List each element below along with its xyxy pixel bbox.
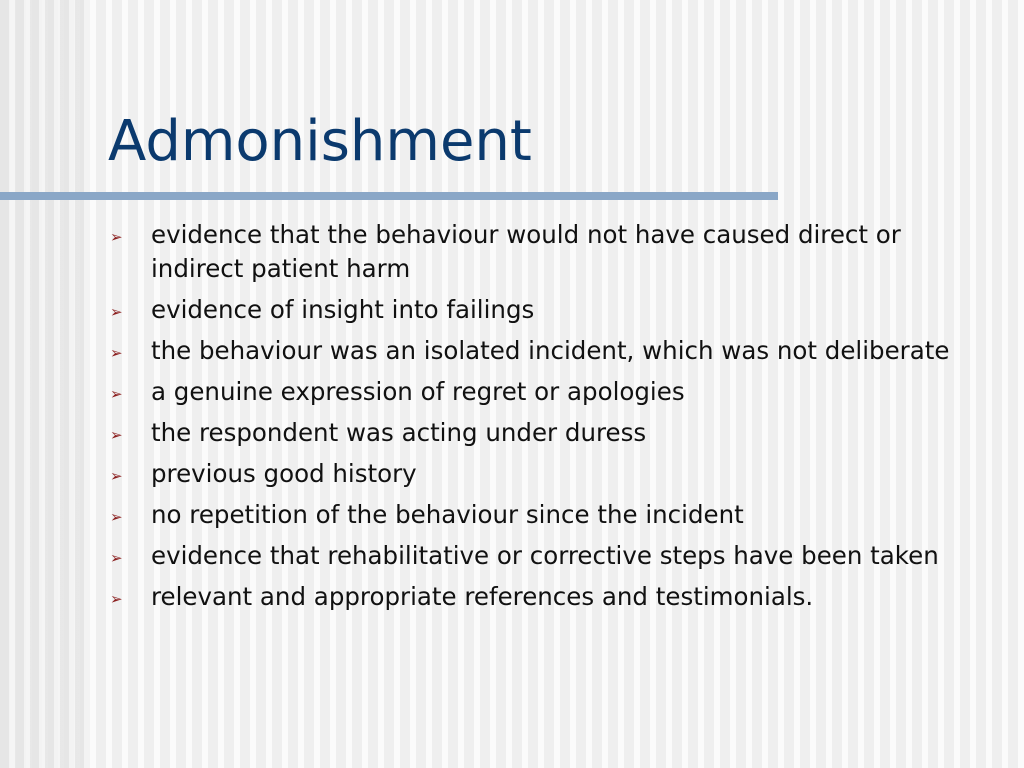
chevron-right-icon: ➢ (110, 549, 123, 567)
list-item (110, 580, 1000, 614)
title-underline (0, 192, 778, 200)
chevron-right-icon: ➢ (110, 303, 123, 321)
bullet-list (110, 218, 1000, 621)
bullet-text: evidence that the behaviour would not have caused direct or indirect patient harm (151, 220, 901, 283)
slide-title: Admonishment (108, 109, 532, 174)
chevron-right-icon: ➢ (110, 590, 123, 608)
bullet-text: the behaviour was an isolated incident, which was not deliberate (151, 336, 950, 365)
chevron-right-icon: ➢ (110, 228, 123, 246)
bullet-text: a genuine expression of regret or apologies (151, 377, 685, 406)
list-item (110, 375, 1000, 409)
list-item (110, 293, 1000, 327)
bullet-text: no repetition of the behaviour since the incident (151, 500, 744, 529)
bullet-text: the respondent was acting under duress (151, 418, 647, 447)
bullet-text: evidence of insight into failings (151, 295, 535, 324)
bullet-text: evidence that rehabilitative or corrective steps have been taken (151, 541, 939, 570)
chevron-right-icon: ➢ (110, 508, 123, 526)
list-item (110, 334, 1000, 368)
list-item (110, 498, 1000, 532)
list-item (110, 539, 1000, 573)
list-item (110, 416, 1000, 450)
chevron-right-icon: ➢ (110, 426, 123, 444)
chevron-right-icon: ➢ (110, 385, 123, 403)
chevron-right-icon: ➢ (110, 467, 123, 485)
background-stripes (0, 0, 90, 768)
list-item (110, 457, 1000, 491)
bullet-text: relevant and appropriate references and testimonials. (151, 582, 814, 611)
list-item (110, 218, 1000, 286)
bullet-text: previous good history (151, 459, 417, 488)
chevron-right-icon: ➢ (110, 344, 123, 362)
